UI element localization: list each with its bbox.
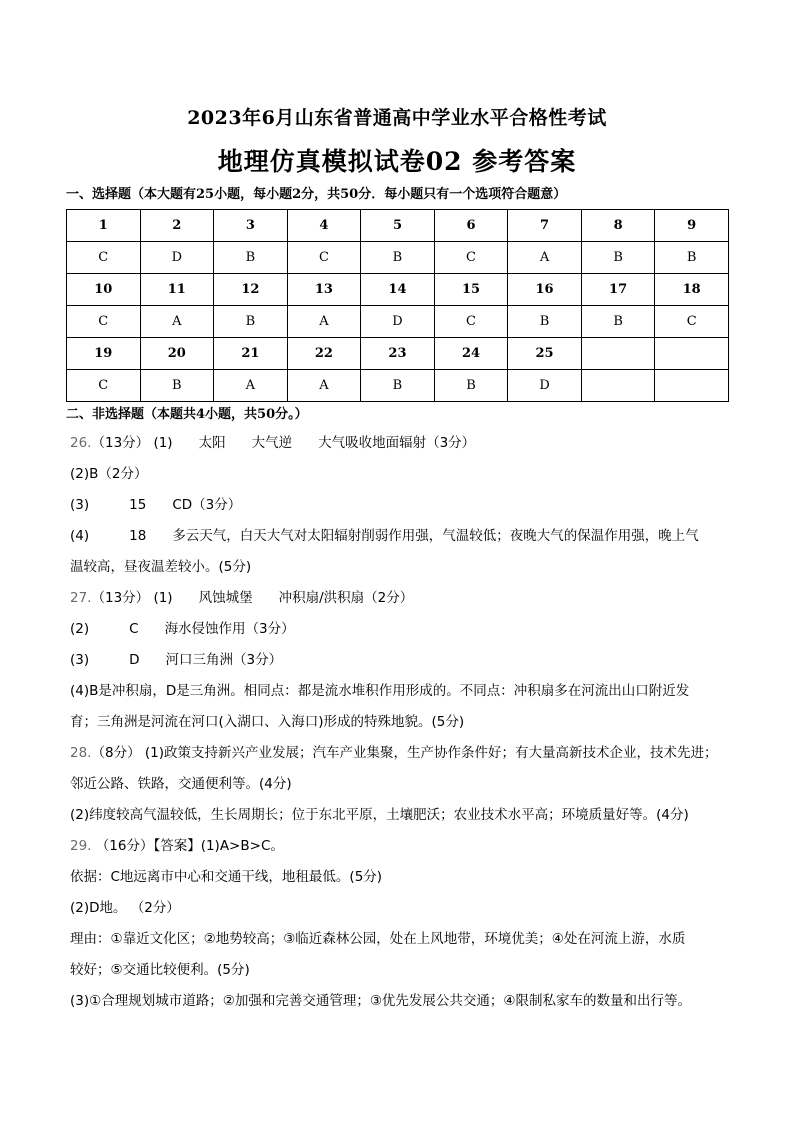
question-number-cell: 22: [287, 338, 361, 370]
answer-cell: B: [508, 306, 582, 338]
question-number-cell: 7: [508, 210, 582, 242]
q29-line-3: (2)D地。 （2分）: [70, 900, 180, 916]
question-number-cell: 17: [581, 274, 655, 306]
q27-line-5: 育；三角洲是河流在河口(入湖口、入海口)形成的特殊地貌。(5分): [70, 714, 465, 730]
answer-cell: B: [581, 242, 655, 274]
question-number-cell: 10: [67, 274, 141, 306]
answer-cell: B: [361, 370, 435, 402]
q27-line-2: (2) C 海水侵蚀作用（3分）: [70, 621, 295, 637]
q27-line-1: 27.（13分） (1) 风蚀城堡 冲积扇/洪积扇（2分）: [70, 590, 414, 606]
q26-number: 26.: [70, 435, 92, 451]
answer-row: [67, 370, 729, 402]
question-number-cell: 18: [655, 274, 729, 306]
paper-subtitle: 地理仿真模拟试卷02 参考答案: [217, 147, 577, 176]
answer-cell: C: [655, 306, 729, 338]
q28-line-2: 邻近公路、铁路，交通便利等。(4分): [70, 776, 292, 792]
answer-row: [67, 306, 729, 338]
q29-line-6: (3)①合理规划城市道路；②加强和完善交通管理；③优先发展公共交通；④限制私家车的数量和出行等。: [70, 993, 692, 1009]
question-number-cell: 19: [67, 338, 141, 370]
answer-cell: A: [508, 242, 582, 274]
question-number-cell: 15: [434, 274, 508, 306]
q28-line-3: (2)纬度较高气温较低，生长周期长；位于东北平原，土壤肥沃；农业技术水平高；环境质量好等。(4分): [70, 807, 689, 823]
question-number-cell: 16: [508, 274, 582, 306]
answer-cell: [581, 370, 655, 402]
answer-cell: A: [140, 306, 214, 338]
answer-cell: B: [214, 242, 288, 274]
question-number-cell: 6: [434, 210, 508, 242]
q26-line-4: (4) 18 多云天气，白天大气对太阳辐射削弱作用强，气温较低；夜晚大气的保温作用强，晚上气: [70, 528, 699, 544]
answer-cell: B: [214, 306, 288, 338]
answer-cell: A: [287, 306, 361, 338]
question-number-cell: 11: [140, 274, 214, 306]
question-number-cell: 24: [434, 338, 508, 370]
q26-line-3: (3) 15 CD（3分）: [70, 497, 242, 513]
answer-cell: D: [140, 242, 214, 274]
q29-line-4: 理由：①靠近文化区；②地势较高；③临近森林公园，处在上风地带，环境优美；④处在河流上游，水质: [70, 931, 686, 947]
q28-line-1: 28.（8分） (1)政策支持新兴产业发展；汽车产业集聚，生产协作条件好；有大量高新技术企业，技术先进；: [70, 745, 718, 761]
question-number-cell: 5: [361, 210, 435, 242]
question-number-cell: 25: [508, 338, 582, 370]
q29-number: 29.: [70, 838, 92, 854]
answer-cell: D: [361, 306, 435, 338]
question-number-cell: 2: [140, 210, 214, 242]
question-number-cell: [655, 338, 729, 370]
exam-title: 2023年6月山东省普通高中学业水平合格性考试: [187, 107, 607, 129]
q29-line-2: 依据：C地远离市中心和交通干线，地租最低。(5分): [70, 869, 383, 885]
q26-line-1: 26.（13分） (1) 太阳 大气逆 大气吸收地面辐射（3分）: [70, 435, 476, 451]
answer-cell: B: [140, 370, 214, 402]
answer-cell: B: [655, 242, 729, 274]
answer-cell: B: [434, 370, 508, 402]
answer-cell: C: [67, 370, 141, 402]
question-number-cell: 4: [287, 210, 361, 242]
q28-number: 28.: [70, 745, 92, 761]
answer-cell: C: [434, 306, 508, 338]
answer-table: [66, 209, 729, 402]
q29-line-1: 29. （16分）【答案】(1)A>B>C。: [70, 838, 284, 854]
section-2-heading: 二、非选择题（本题共4小题，共50分。）: [66, 407, 308, 422]
answer-cell: C: [287, 242, 361, 274]
q26-line-5: 温较高，昼夜温差较小。(5分): [70, 559, 252, 575]
answer-cell: A: [214, 370, 288, 402]
answer-cell: A: [287, 370, 361, 402]
section-1-heading: 一、选择题（本大题有25小题，每小题2分，共50分．每小题只有一个选项符合题意）: [66, 187, 567, 202]
answer-cell: B: [361, 242, 435, 274]
answer-cell: [655, 370, 729, 402]
question-number-cell: 23: [361, 338, 435, 370]
answers-body: [70, 428, 730, 1017]
question-number-cell: 14: [361, 274, 435, 306]
question-number-cell: [581, 338, 655, 370]
question-number-cell: 8: [581, 210, 655, 242]
q27-line-4: (4)B是冲积扇，D是三角洲。相同点：都是流水堆积作用形成的。不同点：冲积扇多在河流出山口附近发: [70, 683, 690, 699]
answer-row: [67, 242, 729, 274]
question-number-row: [67, 210, 729, 242]
question-number-row: [67, 338, 729, 370]
question-number-cell: 12: [214, 274, 288, 306]
question-number-cell: 21: [214, 338, 288, 370]
answer-cell: C: [67, 306, 141, 338]
answer-cell: D: [508, 370, 582, 402]
answer-cell: B: [581, 306, 655, 338]
answer-cell: C: [67, 242, 141, 274]
question-number-cell: 1: [67, 210, 141, 242]
question-number-row: [67, 274, 729, 306]
q27-number: 27.: [70, 590, 92, 606]
answer-cell: C: [434, 242, 508, 274]
question-number-cell: 3: [214, 210, 288, 242]
q27-line-3: (3) D 河口三角洲（3分）: [70, 652, 283, 668]
question-number-cell: 13: [287, 274, 361, 306]
q29-line-5: 较好；⑤交通比较便利。(5分): [70, 962, 250, 978]
question-number-cell: 9: [655, 210, 729, 242]
question-number-cell: 20: [140, 338, 214, 370]
q26-line-2: (2)B（2分）: [70, 466, 148, 482]
